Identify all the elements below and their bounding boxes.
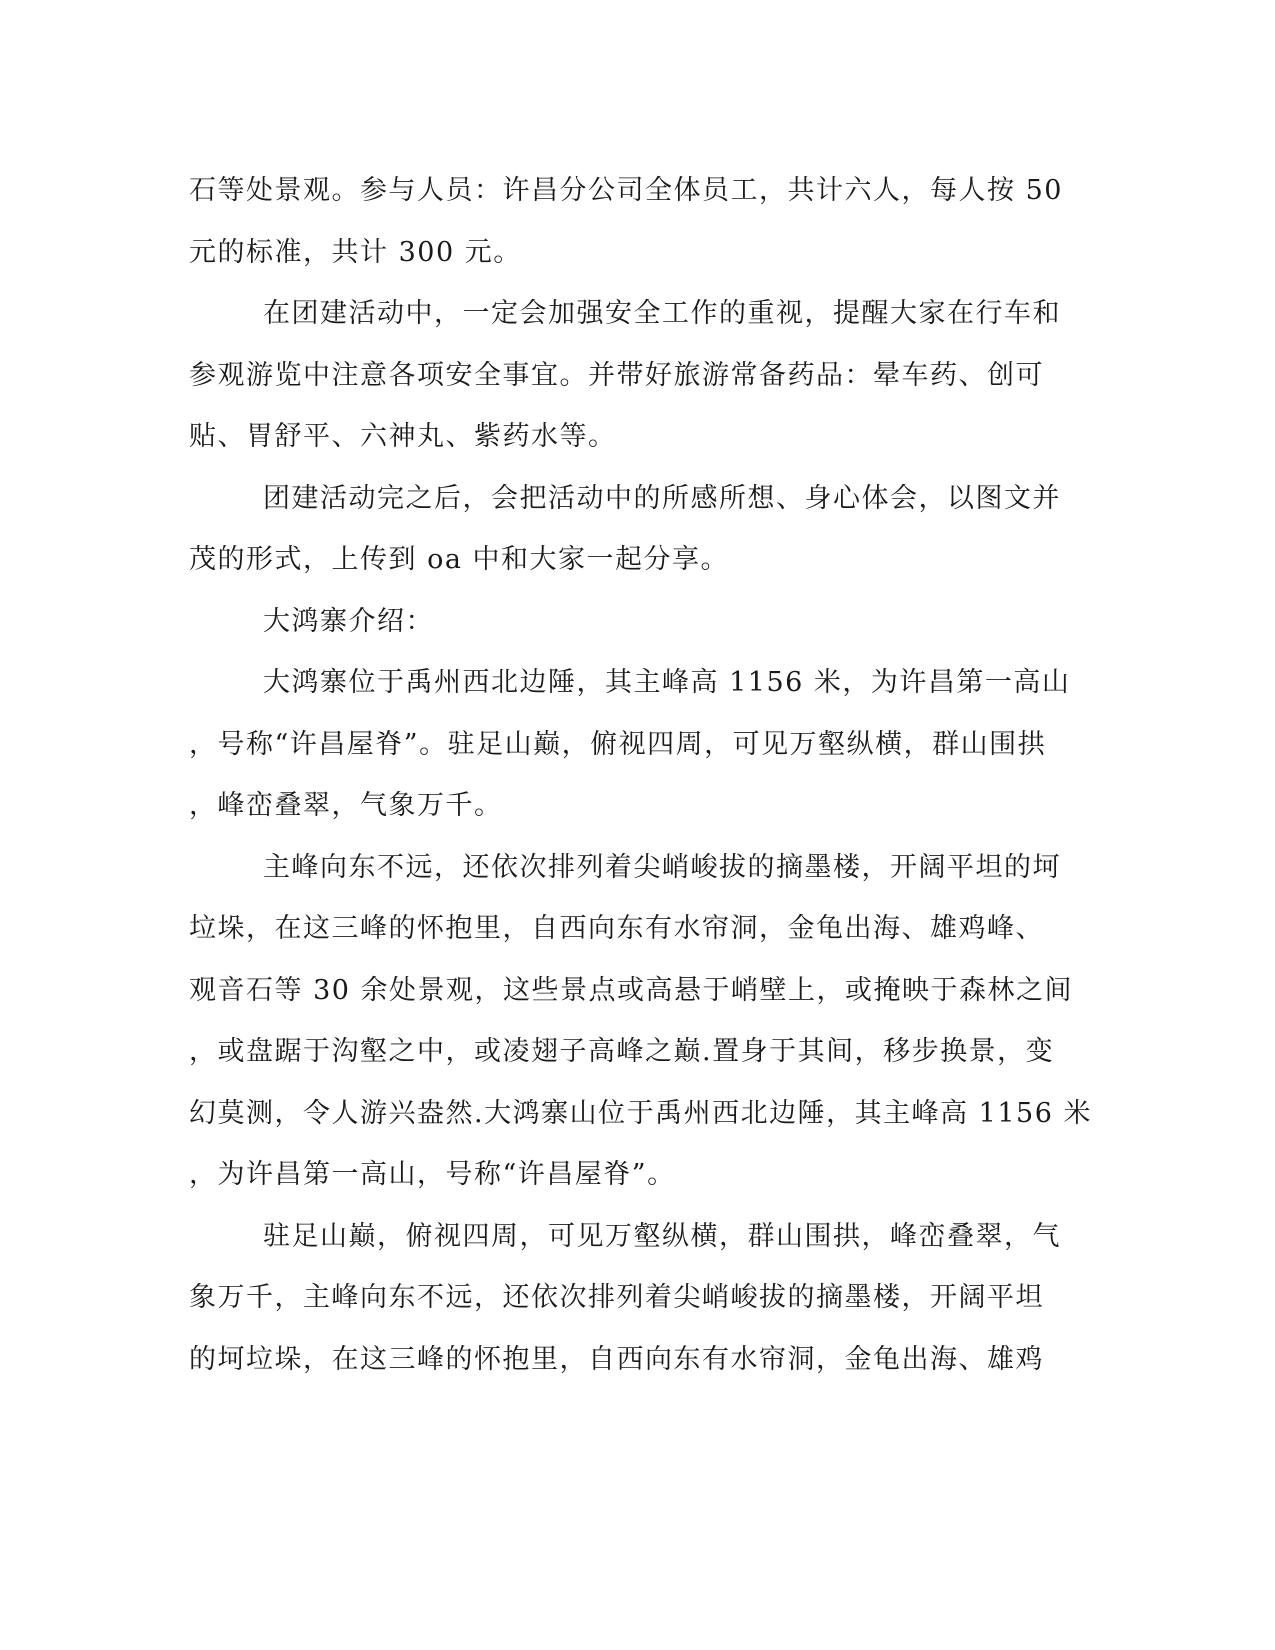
text-line: 在团建活动中，一定会加强安全工作的重视，提醒大家在行车和 [263, 298, 1061, 329]
text-line: 主峰向东不远，还依次排列着尖峭峻拔的摘墨楼，开阔平坦的坷 [263, 851, 1061, 883]
section-heading: 大鸿寨介绍： [263, 605, 434, 637]
text-line: ，或盘踞于沟壑之中，或凌翅子高峰之巅.置身于其间，移步换景，变 [189, 1036, 1055, 1067]
body-text [189, 160, 1092, 1390]
text-line: 元的标准，共计 300 元。 [189, 236, 522, 268]
text-line: 茂的形式，上传到 oa 中和大家一起分享。 [189, 544, 730, 575]
text-line: 幻莫测，令人游兴盎然.大鸿寨山位于禹州西北边陲，其主峰高 1156 米 [189, 1097, 1092, 1129]
text-line: 的坷垃垛，在这三峰的怀抱里，自西向东有水帘洞，金龟出海、雄鸡 [189, 1343, 1044, 1375]
text-line: 石等处景观。参与人员：许昌分公司全体员工，共计六人，每人按 50 [189, 175, 1063, 206]
text-line: ，号称“许昌屋脊”。驻足山巅，俯视四周，可见万壑纵横，群山围拱 [189, 728, 1047, 760]
text-line: 驻足山巅，俯视四周，可见万壑纵横，群山围拱，峰峦叠翠，气 [263, 1220, 1061, 1252]
text-line: 大鸿寨位于禹州西北边陲，其主峰高 1156 米，为许昌第一高山 [263, 667, 1071, 698]
text-line: 象万千，主峰向东不远，还依次排列着尖峭峻拔的摘墨楼，开阔平坦 [189, 1282, 1044, 1313]
text-line: 参观游览中注意各项安全事宜。并带好旅游常备药品：晕车药、创可 [189, 359, 1044, 391]
text-line: 垃垛，在这三峰的怀抱里，自西向东有水帘洞，金龟出海、雄鸡峰、 [189, 913, 1044, 944]
text-line: 贴、胃舒平、六神丸、紫药水等。 [189, 421, 617, 452]
text-line: 团建活动完之后，会把活动中的所感所想、身心体会，以图文并 [263, 482, 1061, 514]
text-line: 观音石等 30 余处景观，这些景点或高悬于峭壁上，或掩映于森林之间 [189, 974, 1074, 1006]
text-line: ，峰峦叠翠，气象万千。 [189, 790, 503, 821]
text-line: ，为许昌第一高山，号称“许昌屋脊”。 [189, 1159, 676, 1190]
